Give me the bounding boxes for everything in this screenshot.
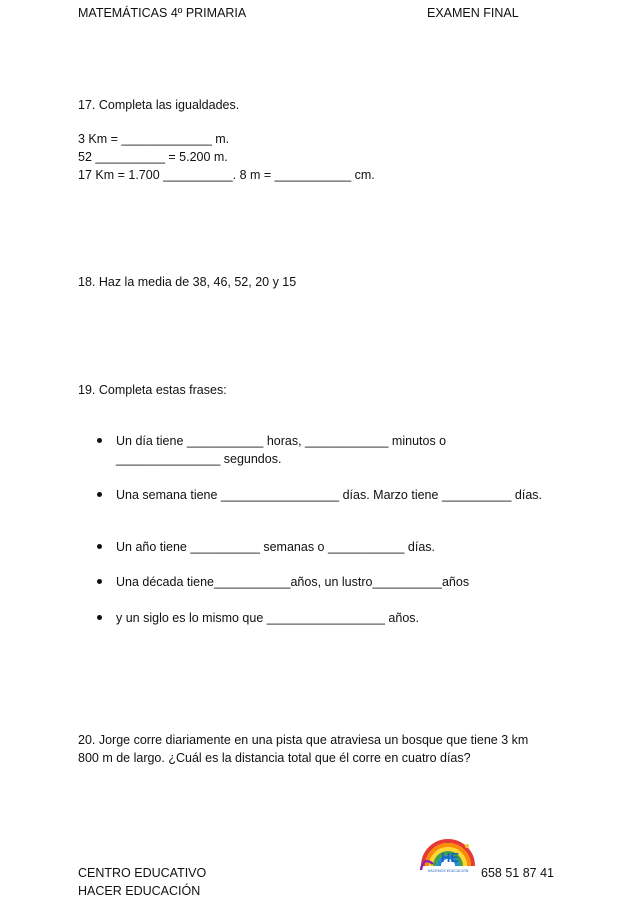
question-19-item-4: Una década tiene___________años, un lustro__________años: [116, 575, 470, 589]
question-19-item-3: Un año tiene __________ semanas o ___________ días.: [116, 540, 436, 554]
logo-subtext: HACEMOS EDUCACIÓN: [427, 869, 469, 873]
question-19-title: 19. Completa estas frases:: [78, 383, 227, 397]
question-17-title: 17. Completa las igualdades.: [78, 98, 240, 112]
bullet-dot: [97, 544, 102, 549]
bullet-dot: [97, 579, 102, 584]
question-19-item-1: Un día tiene ___________ horas, ____________ minutos o: [116, 434, 447, 448]
question-17-line-1: 3 Km = _____________ m.: [78, 132, 230, 146]
question-19-item-5: y un siglo es lo mismo que _________________ años.: [116, 611, 419, 625]
question-20-line-1: 20. Jorge corre diariamente en una pista que atraviesa un bosque que tiene 3 km: [78, 733, 529, 747]
rainbow-logo-icon: [417, 826, 479, 874]
footer-phone: 658 51 87 41: [481, 866, 554, 880]
question-18-title: 18. Haz la media de 38, 46, 52, 20 y 15: [78, 275, 297, 289]
question-19-item-1-cont: _______________ segundos.: [116, 452, 282, 466]
question-20-line-2: 800 m de largo. ¿Cuál es la distancia total que él corre en cuatro días?: [78, 751, 471, 765]
logo-text: HE: [441, 850, 460, 865]
question-19-item-2: Una semana tiene _________________ días. Marzo tiene __________ días.: [116, 488, 543, 502]
bullet-dot: [97, 438, 102, 443]
question-17-line-3: 17 Km = 1.700 __________. 8 m = ___________ cm.: [78, 168, 375, 182]
footer-school-line-2: HACER EDUCACIÓN: [78, 884, 201, 898]
header-subject: MATEMÁTICAS 4º PRIMARIA: [78, 6, 247, 20]
bullet-dot: [97, 615, 102, 620]
header-exam-title: EXAMEN FINAL: [427, 6, 519, 20]
footer-school-line-1: CENTRO EDUCATIVO: [78, 866, 207, 880]
bullet-dot: [97, 492, 102, 497]
question-17-line-2: 52 __________ = 5.200 m.: [78, 150, 228, 164]
